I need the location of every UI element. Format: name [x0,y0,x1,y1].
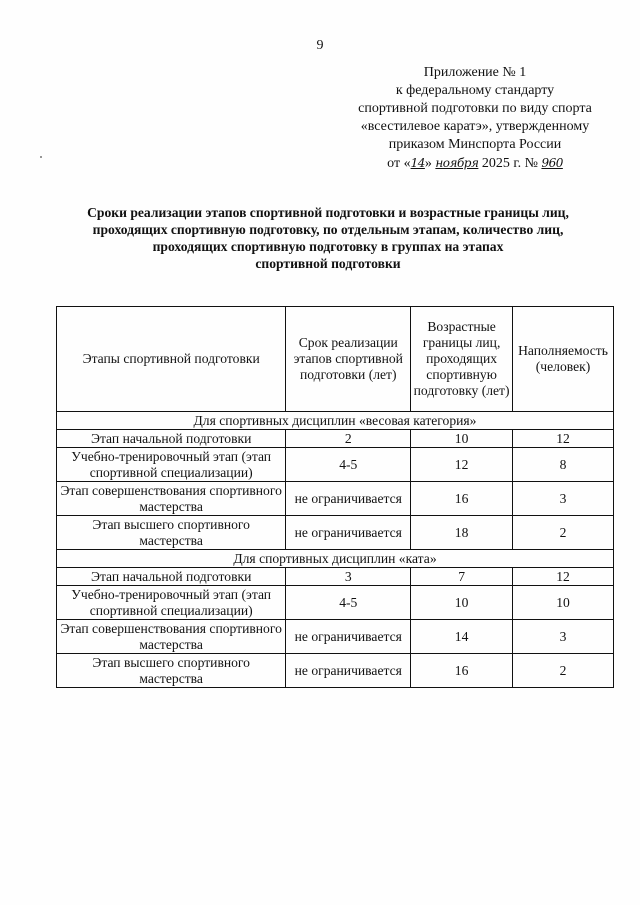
duration-cell: 4-5 [286,586,411,620]
table-row [57,654,614,688]
age-cell: 10 [411,586,513,620]
stage-cell: Учебно-тренировочный этап (этап спортивной специализации) [57,586,286,620]
occupancy-cell: 3 [513,482,614,516]
title-line: Сроки реализации этапов спортивной подготовки и возрастные границы лиц, [87,205,569,220]
order-date-line [330,154,620,173]
stage-cell: Этап высшего спортивного мастерства [57,654,286,688]
header-stage: Этапы спортивной подготовки [57,307,286,412]
group-row [57,550,614,568]
table-row [57,586,614,620]
appendix-line: «всестилевое каратэ», утвержденному [360,119,590,134]
age-cell: 16 [411,482,513,516]
table-row [57,430,614,448]
page-number: 9 [316,38,324,53]
document-title [48,204,608,272]
title-line: проходящих спортивную подготовку в группах на этапах [152,239,504,254]
occupancy-cell: 12 [513,568,614,586]
duration-cell: 4-5 [286,448,411,482]
table-row [57,516,614,550]
title-line: спортивной подготовки [255,256,401,271]
stage-cell: Этап начальной подготовки [57,568,286,586]
stage-cell: Этап высшего спортивного мастерства [57,516,286,550]
occupancy-cell: 2 [513,654,614,688]
occupancy-cell: 8 [513,448,614,482]
header-age: Возрастные границы лиц, проходящих спортивную подготовку (лет) [411,307,513,412]
scan-dot [40,156,42,158]
header-occupancy: Наполняемость (человек) [513,307,614,412]
group-title: Для спортивных дисциплин «весовая категория» [57,412,614,430]
age-cell: 10 [411,430,513,448]
age-cell: 14 [411,620,513,654]
occupancy-cell: 12 [513,430,614,448]
occupancy-cell: 2 [513,516,614,550]
stage-cell: Этап совершенствования спортивного мастерства [57,620,286,654]
table-row [57,482,614,516]
stage-cell: Учебно-тренировочный этап (этап спортивной специализации) [57,448,286,482]
stage-cell: Этап совершенствования спортивного мастерства [57,482,286,516]
appendix-block [330,64,620,173]
group-row [57,412,614,430]
age-cell: 18 [411,516,513,550]
duration-cell: не ограничивается [286,654,411,688]
duration-cell: 3 [286,568,411,586]
duration-cell: не ограничивается [286,482,411,516]
stage-cell: Этап начальной подготовки [57,430,286,448]
duration-cell: не ограничивается [286,620,411,654]
age-cell: 12 [411,448,513,482]
header-duration: Срок реализации этапов спортивной подготовки (лет) [286,307,411,412]
date-prefix: от « [387,156,411,171]
order-number: 960 [541,156,563,170]
table-header-row [57,307,614,412]
occupancy-cell: 3 [513,620,614,654]
group-title: Для спортивных дисциплин «ката» [57,550,614,568]
occupancy-cell: 10 [513,586,614,620]
date-mid: » [424,156,432,171]
date-month: ноября [435,156,479,170]
date-year: 2025 г. № [481,156,538,171]
table-row [57,568,614,586]
duration-cell: 2 [286,430,411,448]
duration-cell: не ограничивается [286,516,411,550]
appendix-line: приказом Минспорта России [388,137,562,152]
appendix-line: спортивной подготовки по виду спорта [358,101,592,116]
stages-table [56,306,614,688]
table-row [57,448,614,482]
appendix-line: Приложение № 1 [423,65,527,80]
title-line: проходящих спортивную подготовку, по отдельным этапам, количество лиц, [92,222,564,237]
date-day: 14 [410,156,425,170]
age-cell: 16 [411,654,513,688]
appendix-line: к федеральному стандарту [395,83,555,98]
age-cell: 7 [411,568,513,586]
table-row [57,620,614,654]
